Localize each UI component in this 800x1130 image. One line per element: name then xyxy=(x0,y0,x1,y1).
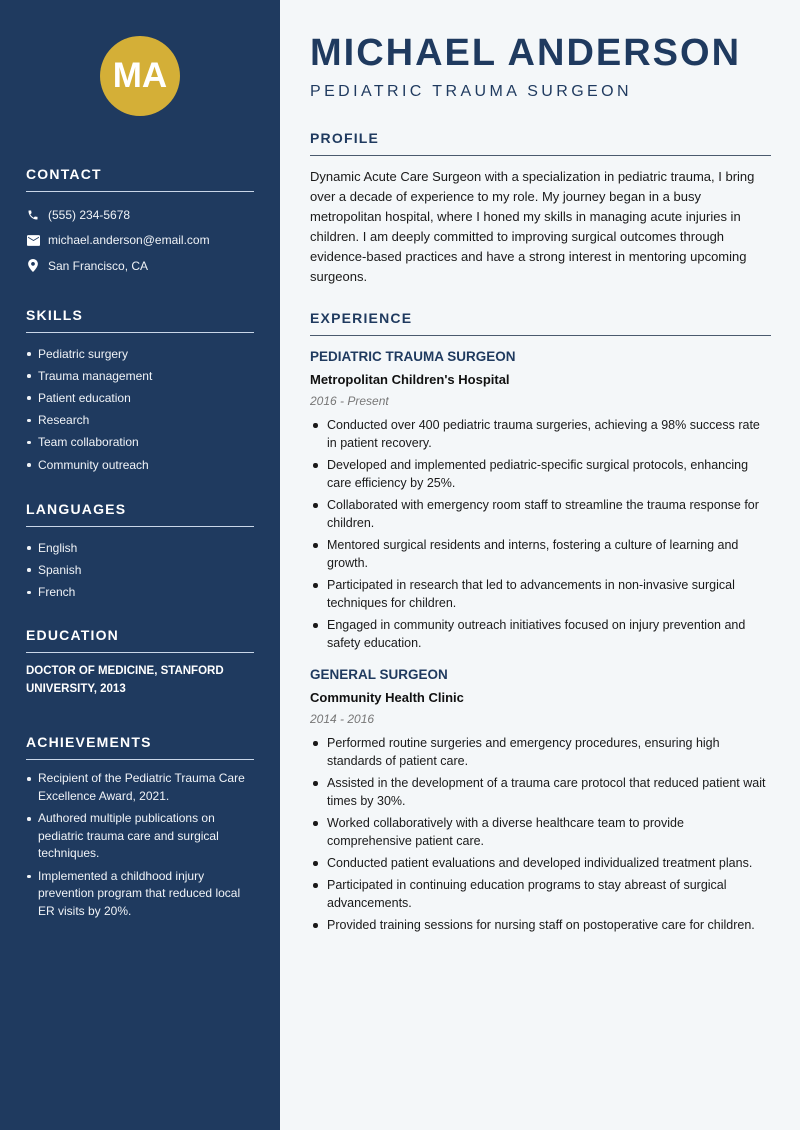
job-title: GENERAL SURGEON xyxy=(310,667,448,682)
job-dates: 2016 - Present xyxy=(310,394,389,408)
job-bullet: Collaborated with emergency room staff to streamline the trauma response for children. xyxy=(310,496,771,532)
language-item: French xyxy=(26,581,254,603)
contact-location xyxy=(26,253,254,279)
avatar-initials: MA xyxy=(112,56,168,95)
job-bullet: Participated in research that led to advancements in non-invasive surgical techniques for children. xyxy=(310,576,771,612)
contact-phone[interactable] xyxy=(26,202,254,228)
language-item: English xyxy=(26,537,254,559)
job-company: Metropolitan Children's Hospital xyxy=(310,372,510,387)
job-company: Community Health Clinic xyxy=(310,690,464,705)
skills-list xyxy=(26,343,254,476)
profile-heading: PROFILE xyxy=(310,130,771,156)
job-bullet: Conducted patient evaluations and developed individualized treatment plans. xyxy=(310,854,771,872)
job-bullet: Conducted over 400 pediatric trauma surgeries, achieving a 98% success rate in patient recovery. xyxy=(310,416,771,452)
job-bullet: Engaged in community outreach initiatives focused on injury prevention and safety education. xyxy=(310,616,771,652)
sidebar xyxy=(0,0,280,1130)
achievements-list xyxy=(26,770,254,920)
achievements-heading: ACHIEVEMENTS xyxy=(26,734,254,760)
skill-item: Research xyxy=(26,409,254,431)
contact-email-text: michael.anderson@email.com xyxy=(48,233,210,248)
education-section xyxy=(26,627,254,698)
candidate-title: PEDIATRIC TRAUMA SURGEON xyxy=(310,83,632,100)
main-content xyxy=(280,0,800,1130)
job-bullet: Mentored surgical residents and interns, fostering a culture of learning and growth. xyxy=(310,536,771,572)
profile-text: Dynamic Acute Care Surgeon with a specialization in pediatric trauma, I bring over a decade of experience to my role. My journey began in a busy metropolitan hospital, where I honed my skills in managing acute injuries in children. I am deeply committed to improving surgical outcomes through evidence-based practices and have a strong interest in mentoring upcoming surgeons. xyxy=(310,169,755,284)
languages-heading: LANGUAGES xyxy=(26,501,254,527)
job-title: PEDIATRIC TRAUMA SURGEON xyxy=(310,349,516,364)
contact-section xyxy=(26,166,254,279)
skill-item: Team collaboration xyxy=(26,431,254,453)
job-dates: 2014 - 2016 xyxy=(310,712,375,726)
skills-heading: SKILLS xyxy=(26,307,254,333)
contact-phone-text: (555) 234-5678 xyxy=(48,207,131,222)
candidate-name: MICHAEL ANDERSON xyxy=(310,32,742,74)
job-bullet: Assisted in the development of a trauma care protocol that reduced patient wait times by 30%. xyxy=(310,774,771,810)
contact-email[interactable] xyxy=(26,228,254,254)
achievement-item: Authored multiple publications on pediatric trauma care and surgical techniques. xyxy=(26,810,254,863)
job-entry xyxy=(310,347,771,652)
job-bullet: Developed and implemented pediatric-specific surgical protocols, enhancing care efficiency by 25%. xyxy=(310,456,771,492)
education-degree: DOCTOR OF MEDICINE, STANFORD UNIVERSITY, 2013 xyxy=(26,665,224,695)
contact-location-text: San Francisco, CA xyxy=(48,258,149,273)
skill-item: Trauma management xyxy=(26,365,254,387)
experience-heading: EXPERIENCE xyxy=(310,310,771,336)
contact-heading: CONTACT xyxy=(26,166,254,192)
job-bullet: Provided training sessions for nursing staff on postoperative care for children. xyxy=(310,916,771,934)
experience-section xyxy=(310,310,771,934)
skill-item: Patient education xyxy=(26,387,254,409)
avatar xyxy=(100,36,180,116)
achievements-section xyxy=(26,734,254,920)
skill-item: Community outreach xyxy=(26,454,254,476)
skill-item: Pediatric surgery xyxy=(26,343,254,365)
achievement-item: Implemented a childhood injury prevention program that reduced local ER visits by 20%. xyxy=(26,868,254,921)
achievement-item: Recipient of the Pediatric Trauma Care Excellence Award, 2021. xyxy=(26,770,254,805)
location-pin-icon xyxy=(26,259,40,273)
job-bullet: Worked collaboratively with a diverse healthcare team to provide comprehensive patient care. xyxy=(310,814,771,850)
job-bullets xyxy=(310,734,771,934)
skills-section xyxy=(26,307,254,476)
job-entry xyxy=(310,665,771,934)
job-bullet: Participated in continuing education programs to stay abreast of surgical advancements. xyxy=(310,876,771,912)
phone-icon xyxy=(26,208,40,222)
languages-section xyxy=(26,501,254,604)
education-heading: EDUCATION xyxy=(26,627,254,653)
job-bullet: Performed routine surgeries and emergency procedures, ensuring high standards of patient care. xyxy=(310,734,771,770)
languages-list xyxy=(26,537,254,604)
mail-icon xyxy=(26,233,40,247)
language-item: Spanish xyxy=(26,559,254,581)
profile-section xyxy=(310,130,771,287)
job-bullets xyxy=(310,416,771,652)
